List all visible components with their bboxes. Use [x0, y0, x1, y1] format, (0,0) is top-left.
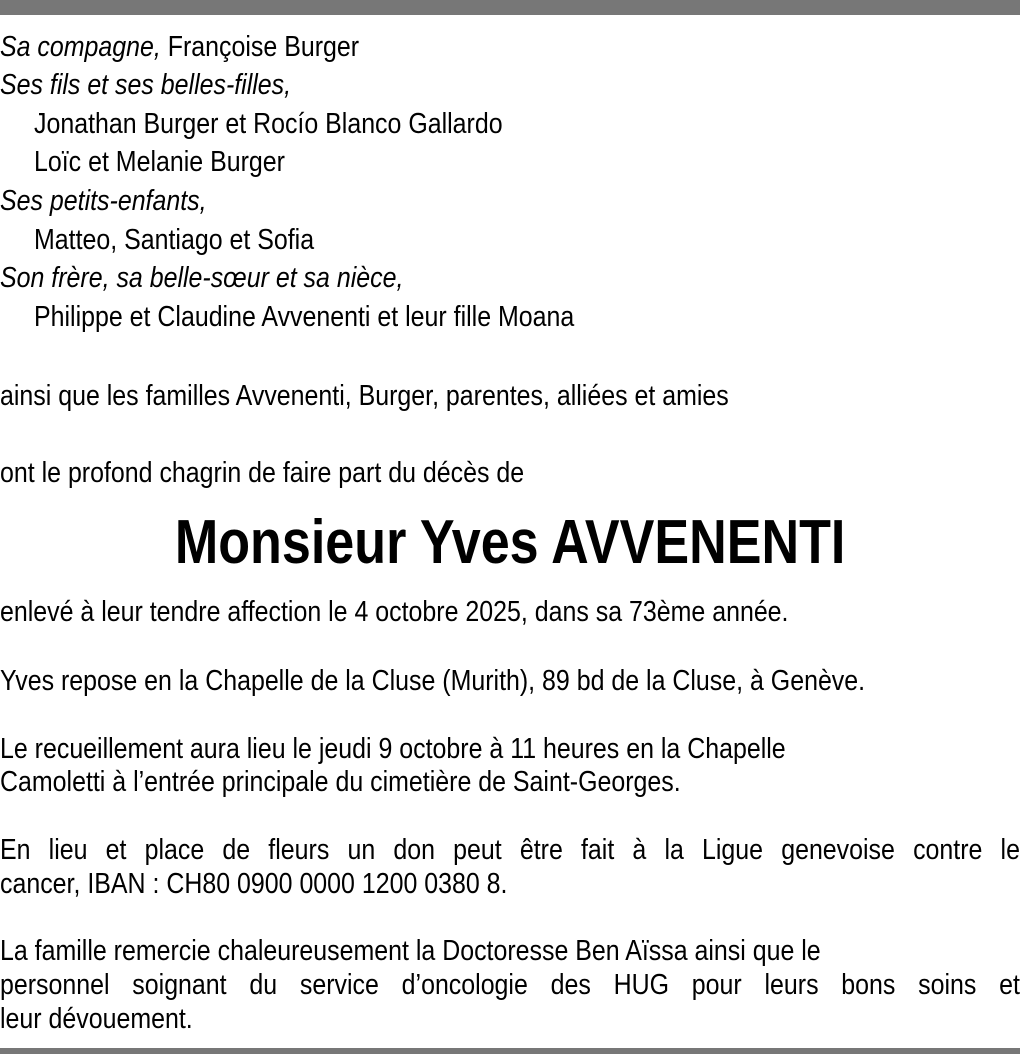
bottom-border — [0, 1048, 1020, 1054]
families-line: ainsi que les familles Avvenenti, Burger, parentes, alliées et amies — [0, 380, 729, 412]
deceased-name: Monsieur Yves AVVENENTI — [174, 508, 846, 577]
announcement-line: ont le profond chagrin de faire part du décès de — [0, 457, 525, 489]
thanks-line-1: La famille remercie chaleureusement la Doctoresse Ben Aïssa ainsi que le — [0, 935, 821, 967]
brother-label: Son frère, sa belle-sœur et sa nièce, — [0, 262, 404, 294]
grandchildren-label: Ses petits-enfants, — [0, 185, 207, 217]
thanks-line-2: personnel soignant du service d’oncologie des HUG pour leurs bons soins et — [0, 969, 1020, 1001]
repose-line: Yves repose en la Chapelle de la Cluse (Murith), 89 bd de la Cluse, à Genève. — [0, 665, 866, 697]
brother-names: Philippe et Claudine Avvenenti et leur fille Moana — [34, 301, 575, 333]
donation-line-1: En lieu et place de fleurs un don peut être fait à la Ligue genevoise contre le — [0, 834, 1020, 866]
sons-label: Ses fils et ses belles-filles, — [0, 69, 292, 101]
sons-line-2: Loïc et Melanie Burger — [34, 146, 285, 178]
companion-label: Sa compagne, — [0, 31, 161, 63]
grandchildren-names: Matteo, Santiago et Sofia — [34, 224, 315, 256]
sons-line-1: Jonathan Burger et Rocío Blanco Gallardo — [34, 108, 503, 140]
ceremony-line-2: Camoletti à l’entrée principale du cimetière de Saint-Georges. — [0, 766, 681, 798]
companion-line — [0, 28, 1020, 66]
passing-line: enlevé à leur tendre affection le 4 octobre 2025, dans sa 73ème année. — [0, 596, 789, 628]
companion-name: Françoise Burger — [160, 31, 360, 63]
top-border — [0, 0, 1020, 15]
ceremony-line-1: Le recueillement aura lieu le jeudi 9 octobre à 11 heures en la Chapelle — [0, 733, 786, 765]
donation-line-2: cancer, IBAN : CH80 0900 0000 1200 0380 8. — [0, 868, 508, 900]
thanks-line-3: leur dévouement. — [0, 1003, 193, 1035]
